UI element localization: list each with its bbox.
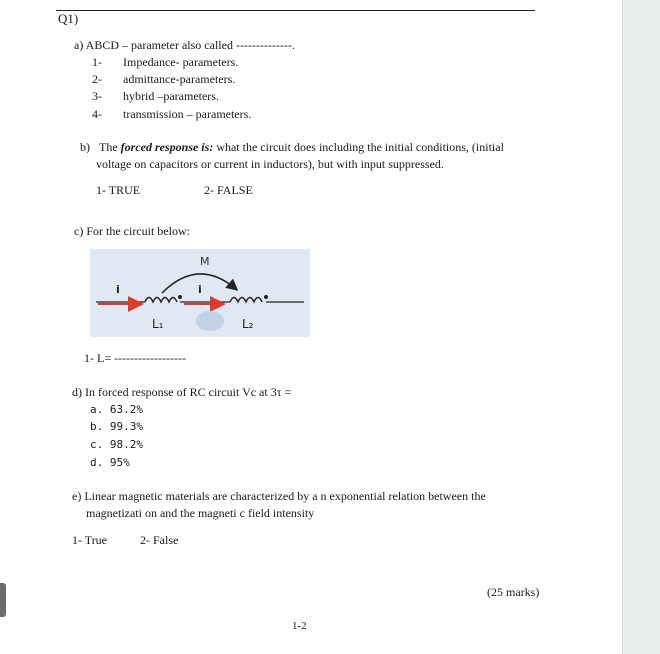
circuit-diagram: [90, 249, 310, 337]
part-e-line2: magnetizati on and the magneti c field intensity: [86, 506, 315, 520]
part-d-option: b. 99.3%: [90, 420, 143, 433]
inductor-coil-2: [230, 298, 262, 303]
part-b-option-true: 1- TRUE: [96, 183, 141, 197]
polarity-dot-1: [178, 295, 182, 299]
part-b-intro: The: [99, 140, 118, 154]
part-c-prompt: c) For the circuit below:: [74, 224, 190, 238]
polarity-dot-2: [264, 295, 268, 299]
part-a-option-num: 4-: [92, 107, 102, 121]
part-e-line1: e) Linear magnetic materials are characterized by a n exponential relation between the: [72, 489, 486, 503]
right-sidebar-panel: [622, 0, 660, 654]
part-a-option-num: 3-: [92, 89, 102, 103]
part-b-term: forced response is:: [120, 140, 214, 154]
part-d-option: c. 98.2%: [90, 438, 143, 451]
part-a-option-text: Impedance- parameters.: [123, 55, 239, 69]
part-b-line1-rest: what the circuit does including the initial conditions, (initial: [213, 140, 504, 154]
inductor-2-label: L₂: [242, 317, 254, 331]
part-b-line1: [80, 140, 504, 154]
circuit-figure: [90, 249, 310, 337]
top-rule: [56, 10, 535, 11]
part-a-option-num: 2-: [92, 72, 102, 86]
part-d-option: a. 63.2%: [90, 403, 143, 416]
current-label-middle: i: [198, 283, 202, 296]
part-a-option-text: hybrid –parameters.: [123, 89, 219, 103]
part-a-option-text: admittance-parameters.: [123, 72, 236, 86]
part-d-option: d. 95%: [90, 456, 130, 469]
part-a-prompt: a) ABCD – parameter also called --------------.: [74, 38, 295, 52]
part-c-answer-line: 1- L= ------------------: [84, 351, 187, 365]
part-b-label: b): [80, 140, 90, 154]
part-b-line2: voltage on capacitors or current in inductors), but with input suppressed.: [96, 157, 444, 171]
decorative-blob: [196, 311, 224, 331]
part-a-option-text: transmission – parameters.: [123, 107, 252, 121]
part-d-prompt: d) In forced response of RC circuit Vc at 3τ =: [72, 385, 292, 399]
mutual-label: M: [200, 255, 210, 268]
marks-label: (25 marks): [487, 585, 540, 599]
question-label: Q1): [58, 11, 79, 26]
current-label-left: i: [116, 283, 120, 296]
part-b-option-false: 2- FALSE: [204, 183, 253, 197]
left-edge-tab[interactable]: [0, 583, 6, 617]
part-e-option-true: 1- True: [72, 533, 108, 547]
page-number: 1-2: [292, 620, 307, 632]
inductor-coil-1: [145, 298, 177, 303]
part-a-option-num: 1-: [92, 55, 102, 69]
inductor-1-label: L₁: [152, 317, 164, 331]
part-e-option-false: 2- False: [140, 533, 179, 547]
